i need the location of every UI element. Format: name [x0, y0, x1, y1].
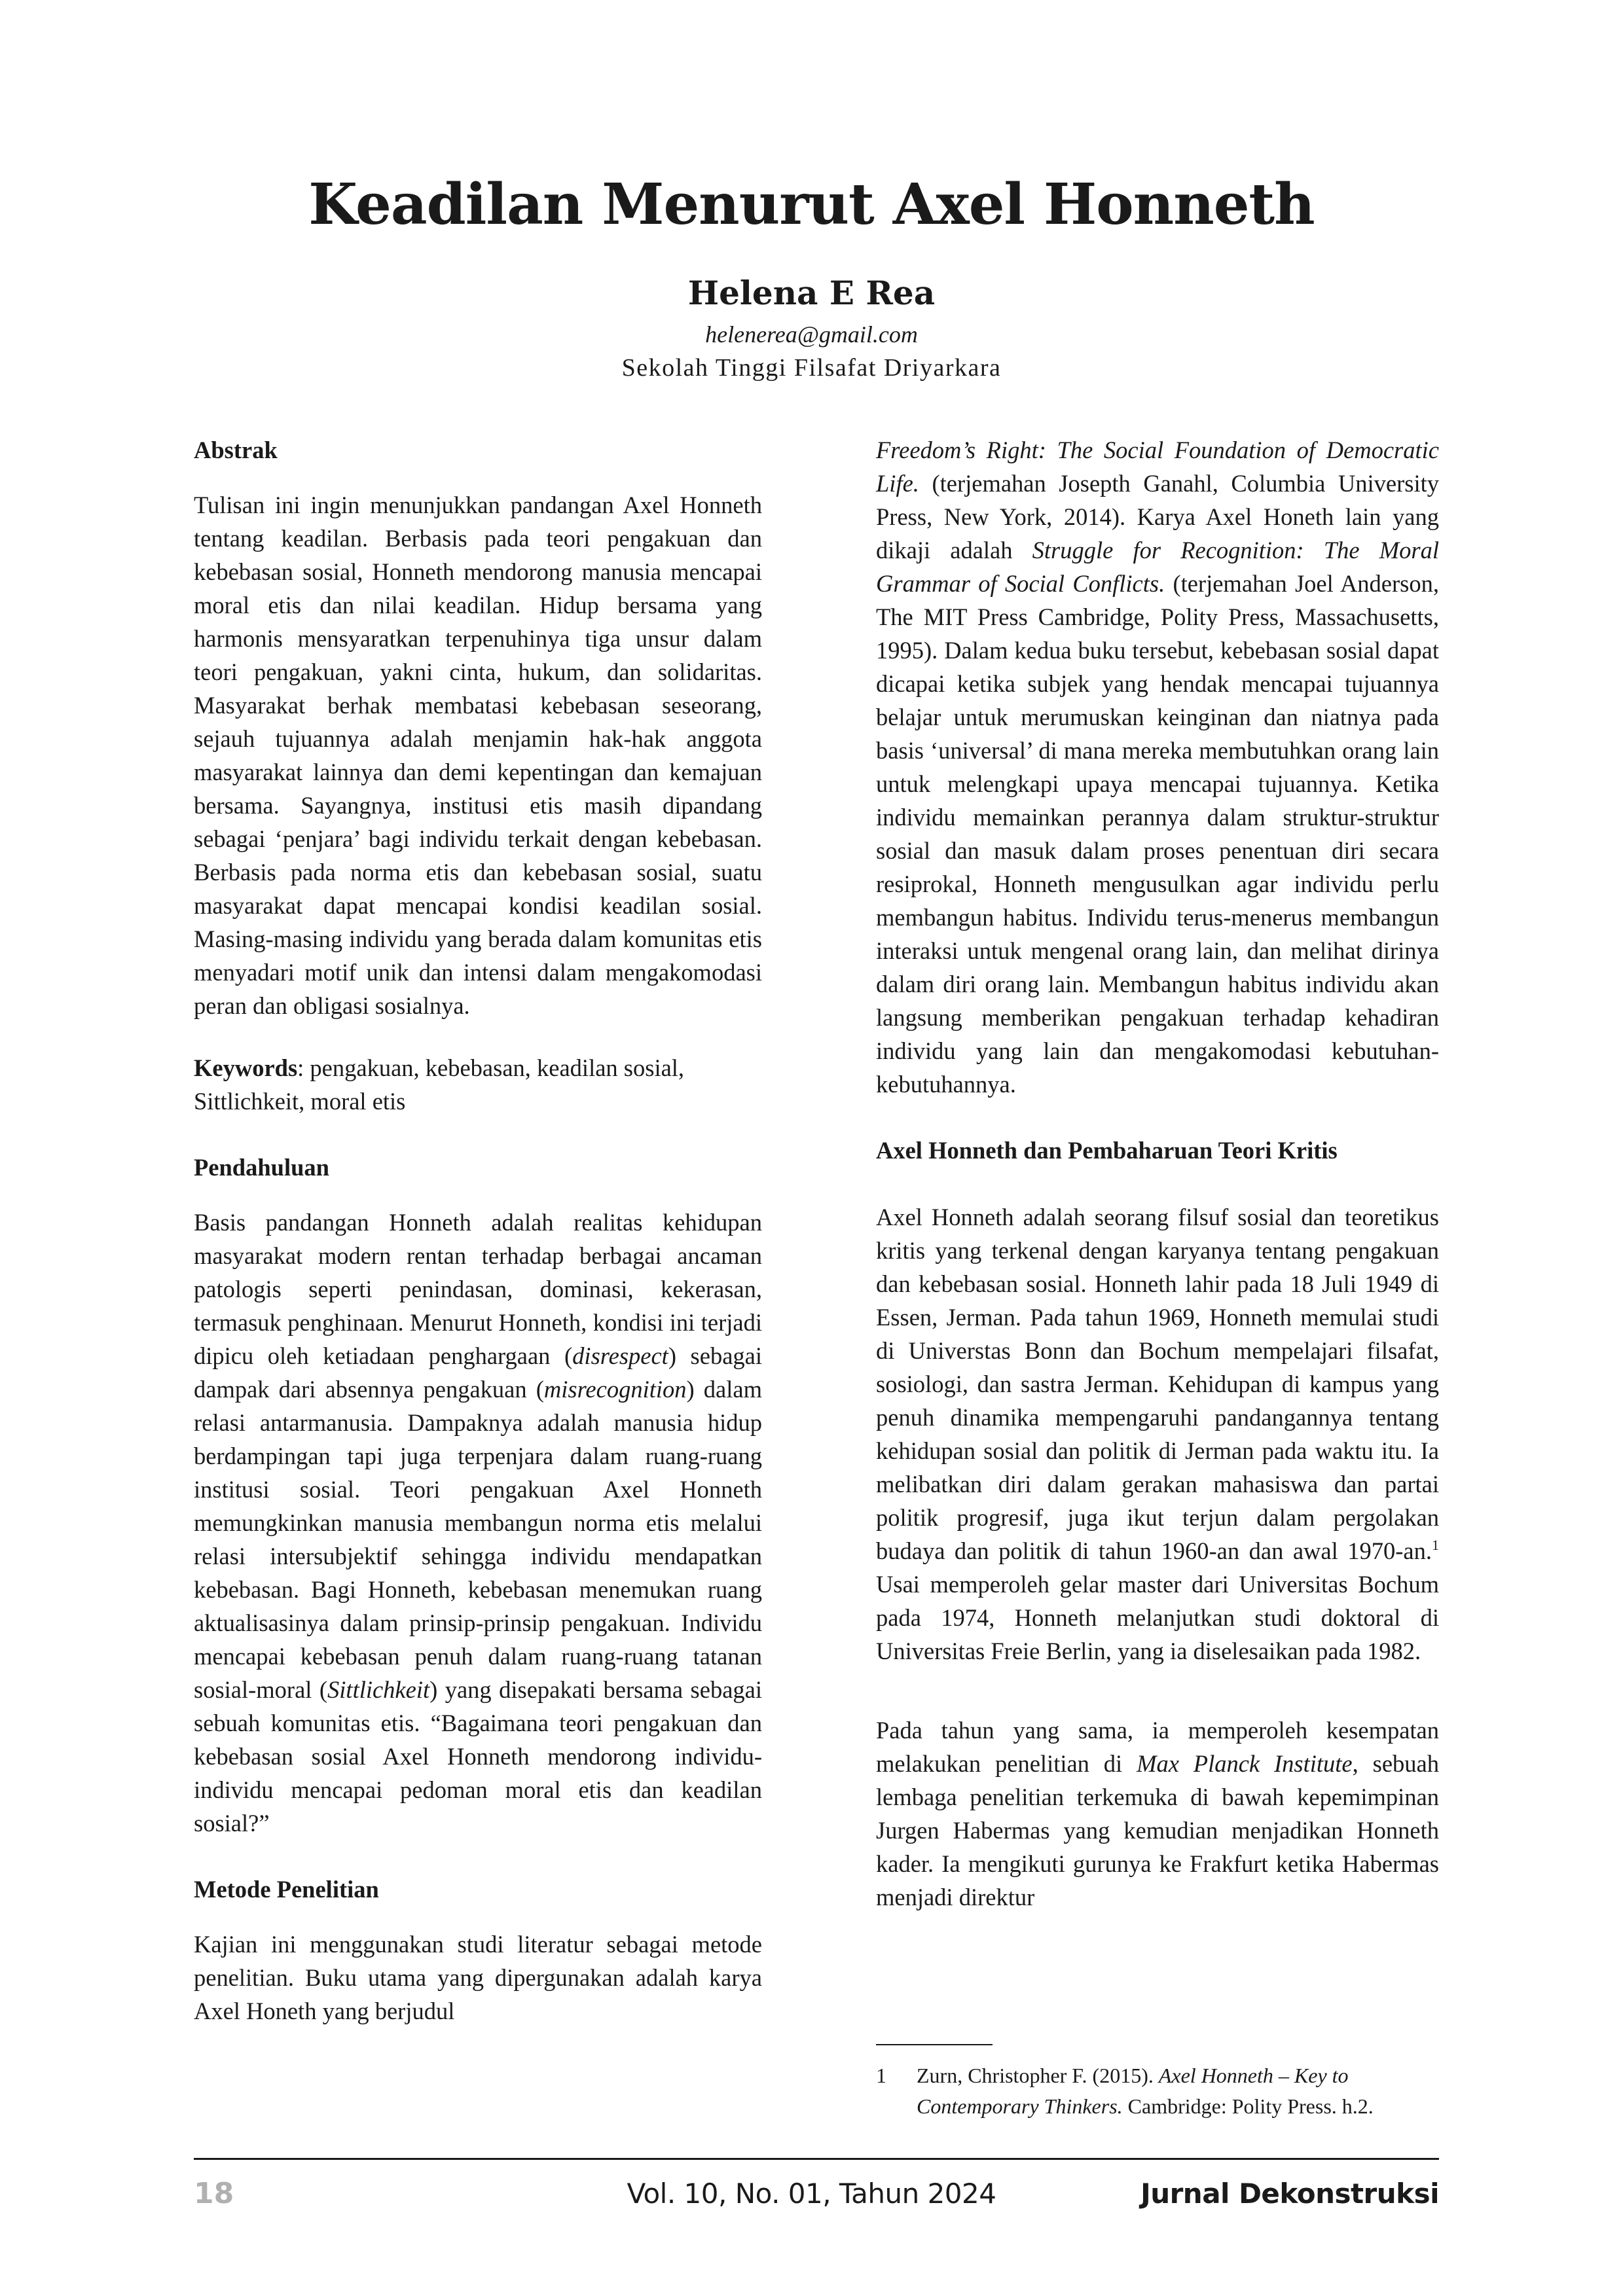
metode-text-part: Kajian ini menggunakan studi literatur sebagai metode penelitian. Buku utama yang dipergunakan adalah karya Axel Honeth yang berjudul [194, 1931, 762, 2024]
page-number: 18 [194, 2177, 234, 2210]
journal-name: Jurnal Dekonstruksi [1140, 2178, 1439, 2210]
section-honneth-heading: Axel Honneth dan Pembaharuan Teori Kritis [876, 1137, 1338, 1164]
right-column [876, 433, 1439, 1914]
footnote-text-part: Zurn, Christopher F. (2015). [917, 2064, 1159, 2087]
pendahuluan-text-part: ) yang disepakati bersama sebagai sebuah komunitas etis. “Bagaimana teori pengakuan dan kebebasan sosial Axel Honneth mendorong individu-individu mencapai pedoman moral etis dan keadilan sosial?” [194, 1676, 762, 1837]
section-honneth-text-part: Pada tahun yang sama, ia memperoleh kesempatan melakukan penelitian di [876, 1717, 1439, 1777]
pendahuluan-heading: Pendahuluan [194, 1154, 329, 1181]
footnote-divider [876, 2044, 993, 2045]
footnote-text-part: Cambridge: Polity Press. h.2. [1122, 2094, 1374, 2118]
keywords-label: Keywords [194, 1054, 298, 1081]
footnote-text [917, 2060, 1439, 2122]
institute-name: Max Planck Institute [1137, 1750, 1353, 1777]
footnote-book-title: Axel Honneth – Key to Contemporary Thinkers. [917, 2064, 1349, 2118]
metode-text-continued [876, 433, 1439, 1101]
metode-heading: Metode Penelitian [194, 1876, 379, 1903]
footnote-reference[interactable]: 1 [1432, 1537, 1439, 1553]
author-name: Helena E Rea [687, 274, 936, 312]
left-column [194, 433, 762, 2028]
pendahuluan-italic-term: misrecognition [543, 1376, 687, 1403]
section-honneth-text-part: Axel Honneth adalah seorang filsuf sosial dan teoretikus kritis yang terkenal dengan karyanya tentang pengakuan dan kebebasan sosial. Honneth lahir pada 18 Juli 1949 di Essen, Jerman. Pada tahun 1969, Honneth memulai studi di Universtas Bonn dan Bochum mempelajari filsafat, sosiologi, dan sastra Jerman. Kehidupan di kampus yang penuh dinamika mempengaruhi pandangannya tentang kehidupan sosial dan politik di Jerman pada waktu itu. Ia melibatkan diri dalam gerakan mahasiswa dan partai politik progresif, juga ikut terjun dalam pergolakan budaya dan politik di tahun 1960-an dan awal 1970-an. [876, 1204, 1439, 1564]
pendahuluan-text-part: Basis pandangan Honneth adalah realitas kehidupan masyarakat modern rentan terhadap berbagai ancaman patologis seperti penindasan, dominasi, kekerasan, termasuk penghinaan. Menurut Honneth, kondisi ini terjadi dipicu oleh ketiadaan penghargaan ( [194, 1209, 762, 1369]
author-email[interactable]: helenerea@gmail.com [705, 321, 918, 348]
pendahuluan-italic-term: Sittlichkeit [327, 1676, 430, 1703]
metode-text-start [194, 1928, 762, 2028]
section-honneth-paragraph-1 [876, 1200, 1439, 1668]
abstract-text: Tulisan ini ingin menunjukkan pandangan Axel Honneth tentang keadilan. Berbasis pada teori pengakuan dan kebebasan sosial, Honneth mendorong manusia mencapai moral etis dan nilai keadilan. Hidup bersama yang harmonis mensyaratkan terpenuhinya tiga unsur dalam teori pengakuan, yakni cinta, hukum, dan solidaritas. Masyarakat berhak membatasi kebebasan seseorang, sejauh tujuannya adalah menjamin hak-hak anggota masyarakat lainnya dan demi kepentingan dan kemajuan bersama. Sayangnya, institusi etis masih dipandang sebagai ‘penjara’ bagi individu terkait dengan kebebasan. Berbasis pada norma etis dan kebebasan sosial, suatu masyarakat dapat mencapai kondisi keadilan sosial. Masing-masing individu yang berada dalam komunitas etis menyadari motif unik dan intensi dalam mengakomodasi peran dan obligasi sosialnya. [194, 492, 762, 1019]
keywords-text: : pengakuan, kebebasan, keadilan sosial, Sittlichkeit, moral etis [194, 1054, 685, 1115]
pendahuluan-italic-term: disrespect [572, 1342, 668, 1369]
pendahuluan-text-part: ) sebagai dampak dari absennya pengakuan ( [194, 1342, 763, 1403]
keywords [194, 1051, 762, 1118]
section-honneth-text-part: Usai memperoleh gelar master dari Universitas Bochum pada 1974, Honneth melanjutkan studi doktoral di Universitas Freie Berlin, yang ia diselesaikan pada 1982. [876, 1571, 1439, 1664]
volume-info: Vol. 10, No. 01, Tahun 2024 [627, 2178, 996, 2210]
book-title: Freedom’s Right: The Social Foundation of Democratic Life. [876, 437, 1439, 497]
section-honneth-paragraph-2 [876, 1713, 1439, 1914]
pendahuluan-text [194, 1206, 762, 1840]
metode-text-part: (terjemahan Josepth Ganahl, Columbia University Press, New York, 2014). Karya Axel Honeth lain yang dikaji adalah [876, 470, 1439, 564]
article-title: Keadilan Menurut Axel Honneth [308, 171, 1315, 238]
footer-divider [194, 2158, 1439, 2160]
pendahuluan-text-part: ) dalam relasi antarmanusia. Dampaknya adalah manusia hidup berdampingan tapi juga terpenjara dalam ruang-ruang institusi sosial. Teori pengakuan Axel Honneth memungkinkan manusia membangun norma etis melalui relasi intersubjektif sehingga individu mendapatkan kebebasan. Bagi Honneth, kebebasan menemukan ruang aktualisasinya dalam prinsip-prinsip pengakuan. Individu mencapai kebebasan penuh dalam ruang-ruang tatanan sosial-moral ( [194, 1376, 762, 1703]
metode-text-part: (terjemahan Joel Anderson, The MIT Press Cambridge, Polity Press, Massachusetts, 1995). Dalam kedua buku tersebut, kebebasan sosial dapat dicapai ketika subjek yang hendak mencapai tujuannya belajar untuk merumuskan keinginan dan niatnya pada basis ‘universal’ di mana mereka membutuhkan orang lain untuk melengkapi upaya mencapai tujuannya. Ketika individu memainkan perannya dalam struktur-struktur sosial dan masuk dalam proses penentuan diri secara resiprokal, Honneth mengusulkan agar individu perlu membangun habitus. Individu terus-menerus membangun interaksi untuk mengenal orang lain, dan melihat dirinya dalam diri orang lain. Membangun habitus individu akan langsung memberikan pengakuan terhadap kehadiran individu yang lain dan mengakomodasi kebutuhan-kebutuhannya. [876, 570, 1439, 1098]
book-title: Struggle for Recognition: The Moral Grammar of Social Conflicts. [876, 537, 1439, 597]
abstract-heading: Abstrak [194, 437, 278, 463]
author-affiliation: Sekolah Tinggi Filsafat Driyarkara [621, 354, 1002, 382]
footnote-number: 1 [876, 2064, 886, 2087]
section-honneth-text-part: , sebuah lembaga penelitian terkemuka di bawah kepemimpinan Jurgen Habermas yang kemudian menjadikan Honneth kader. Ia mengikuti gurunya ke Frakfurt ketika Habermas menjadi direktur [876, 1750, 1439, 1910]
